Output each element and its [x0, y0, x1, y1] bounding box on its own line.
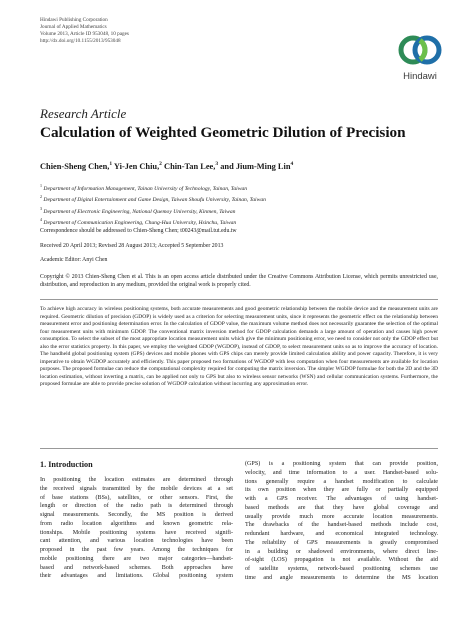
body-column-right [245, 460, 438, 583]
logo-wordmark: Hindawi [403, 71, 437, 82]
body-line: signal measurements. Secondly, the MS position is derived [40, 512, 233, 518]
body-line: of base stations (BSs), satellites, or other sensors. First, the [40, 494, 233, 501]
body-line: tionships. Mobile positioning systems have received signifi- [40, 529, 233, 536]
abstract-bottom-rule [40, 448, 438, 449]
body-line: (GPS) is a positioning system that can provide position, [245, 461, 438, 467]
body-line: tions generally require a handset modification to calculate [245, 478, 438, 485]
affiliation-item [40, 205, 266, 216]
affiliation-list [40, 182, 266, 228]
body-line: redundant hardware, and economical integrated technology. [245, 531, 438, 537]
author-affil-mark: 3 [215, 161, 219, 167]
body-line: its own position when they are fully or partially equipped [245, 487, 438, 494]
affil-number: 2 [40, 194, 42, 200]
article-title: Calculation of Weighted Geometric Dilution of Precision [40, 124, 406, 141]
article-type: Research Article [40, 106, 127, 121]
body-line: time and angle measurements to determine the MS location [245, 574, 438, 581]
body-line: based methods are that they have global coverage and [245, 504, 438, 511]
author-name: and Jium-Ming Lin [218, 161, 291, 171]
journal-header [40, 17, 129, 45]
article-dates: Received 20 April 2013; Revised 28 August 2013; Accepted 5 September 2013 [40, 243, 224, 249]
body-line: cant attention, and various location technologies have been [40, 538, 233, 545]
author-name: Chin-Tan Lee, [161, 161, 216, 171]
abstract-text: To achieve high accuracy in wireless positioning systems, both accurate measurements and good geometric relationship between the mobile device and the measurement units are required. Geometric dilution of precision (GDOP) is widely used as a criterion for selecting measurement units, since it represents the geometric effect on the relationship between measurement error and positioning determination error. In the calculation of GDOP value, the maximum volume method does not necessarily guarantee the selection of the optimal four measurement units with minimum GDOP. The conventional matrix inversion method for GDOP calculation demands a large amount of operation and causes high power consumption. To select the subset of the most appropriate location measurement units which give the minimum positioning error, we need to consider not only the GDOP effect but also the error statistics property. In this paper, we employ the weighted GDOP (WGDOP), instead of GDOP, to select measurement units so as to improve the accuracy of location. The handheld global positioning system (GPS) devices and mobile phones with GPS chips can merely provide limited calculation ability and power capacity. Therefore, it is very imperative to obtain WGDOP accurately and efficiently. This paper proposed two formations of WGDOP with less computation when four measurements are available for location purposes. The proposed formulae can reduce the computational complexity required for computing the matrix inversion. The simpler WGDOP formulae for both the 2D and the 3D location estimation, without inverting a matrix, can be applied not only to GPS but also to wireless sensor networks (WSN) and cellular communication systems. Furthermore, the proposed formulae are able to provide precise solution of WGDOP calculation without incurring any approximation error. [40, 306, 438, 387]
body-line: the received signals transmitted by the mobile devices at a set [40, 485, 233, 492]
body-line: velocity, and time information to a user. Handset-based solu- [245, 469, 438, 476]
affil-text: Department of Communication Engineering, Chung-Hua University, Hsinchu, Taiwan [42, 220, 237, 227]
correspondence: Correspondence should be addressed to Chien-Sheng Chen; t00243@mail.tut.edu.tw [40, 228, 237, 234]
body-line: mobile positioning there are two major categories—handset- [40, 555, 233, 562]
body-column-left [40, 476, 233, 581]
volume-info: Volume 2013, Article ID 953048, 10 pages [40, 31, 129, 37]
body-line: The reliability of GPS measurements is greatly compromised [245, 539, 438, 546]
affil-text: Department of Digital Entertainment and Game Design, Taiwan Shoufu University, Tainan, Taiwan [42, 197, 266, 204]
body-line: of-sight (LOS) propagation is not available. Without the aid [245, 557, 438, 564]
affil-text: Department of Information Management, Tainan University of Technology, Tainan, Taiwan [42, 185, 248, 192]
abstract-top-rule [40, 299, 438, 300]
affil-number: 1 [40, 183, 42, 188]
body-line: from radio location algorithms and known geometric rela- [40, 520, 233, 527]
author-affil-mark: 1 [109, 161, 113, 167]
author-list [40, 161, 293, 171]
body-line: in a building or shadowed environments, where direct line- [245, 548, 438, 555]
section-heading: 1. Introduction [40, 460, 93, 469]
academic-editor: Academic Editor: Anyi Chen [40, 257, 108, 263]
body-line: In positioning the location estimates are determined through [40, 477, 233, 483]
affiliation-item [40, 182, 266, 193]
doi-link[interactable]: http://dx.doi.org/10.1155/2013/953048 [40, 38, 121, 44]
author-name: Yi-Jen Chiu, [112, 161, 160, 171]
affiliation-item [40, 193, 266, 204]
affil-text: Department of Electronic Engineering, National Quemoy University, Kinmen, Taiwan [42, 208, 236, 215]
author-name: Chien-Sheng Chen, [40, 161, 110, 171]
affiliation-item [40, 216, 266, 227]
body-line: their advantages and limitations. Global positioning system [40, 573, 233, 580]
author-affil-mark: 4 [290, 161, 294, 167]
journal-name: Journal of Applied Mathematics [40, 24, 107, 30]
body-line: with a GPS receiver. The advantages of using handset- [245, 496, 438, 502]
body-line: The drawbacks of the handset-based methods include cost, [245, 522, 438, 529]
copyright-notice: Copyright © 2013 Chien-Sheng Chen et al. This is an open access article distributed under the Creative Commons Attribution License, which permits unrestricted use, distribution, and reproduction in any medium, provided the original work is properly cited. [40, 274, 438, 289]
hindawi-logo [390, 30, 450, 85]
body-line: length or direction of the radio path is determined through [40, 503, 233, 510]
body-line: based and network-based schemes. Both approaches have [40, 564, 233, 571]
author-affil-mark: 2 [159, 161, 162, 167]
hindawi-logo-icon [390, 30, 450, 72]
body-line: of satellite systems, network-based positioning schemes use [245, 566, 438, 572]
publisher-name: Hindawi Publishing Corporation [40, 17, 108, 23]
body-line: proposed in the past few years. Among the techniques for [40, 547, 233, 553]
affil-number: 3 [40, 205, 42, 211]
body-line: usually provide much more accurate location measurements. [245, 513, 438, 520]
affil-number: 4 [40, 217, 42, 223]
